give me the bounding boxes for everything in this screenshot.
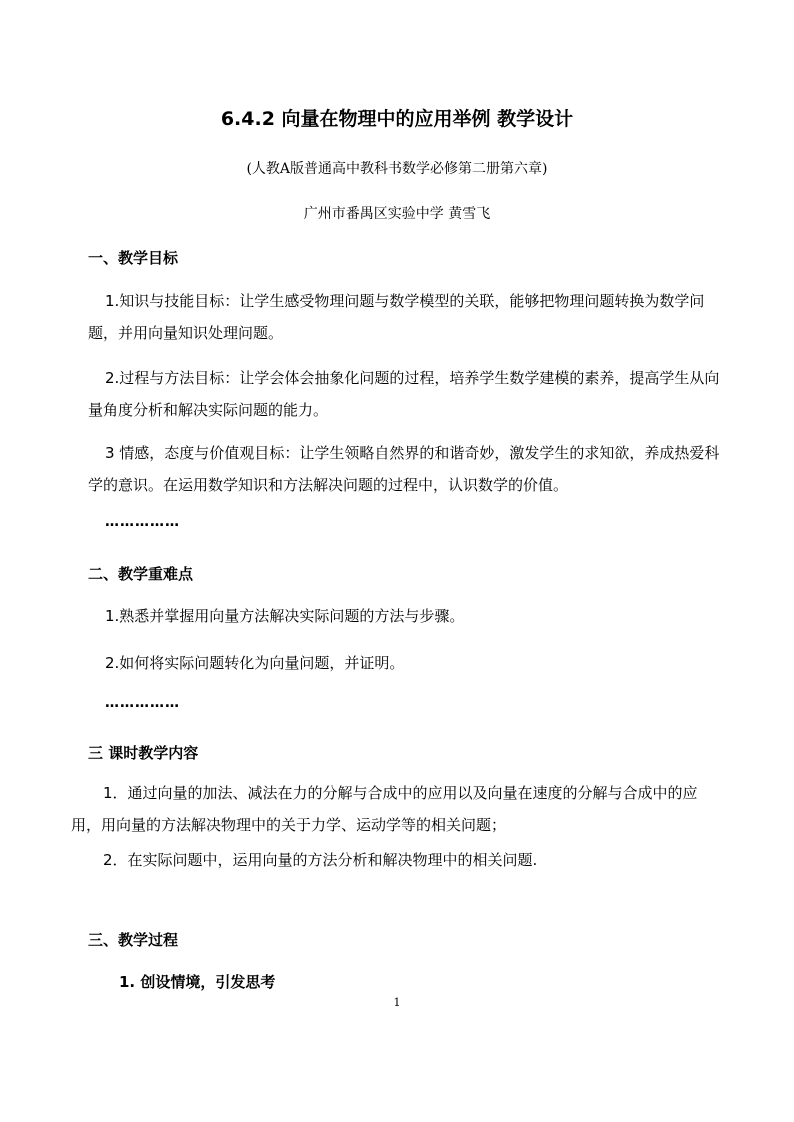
objectives-ellipsis: …………… bbox=[105, 514, 180, 530]
content-item-2: 2．在实际问题中，运用向量的方法分析和解决物理中的相关问题. bbox=[103, 851, 538, 869]
content-item-1: 1．通过向量的加法、减法在力的分解与合成中的应用以及向量在速度的分解与合成中的应用，用向量的方法解决物理中的关于力学、运动学等的相关问题； bbox=[71, 784, 698, 834]
section-heading-process: 三、教学过程 bbox=[88, 931, 179, 949]
section-heading-keypoints: 二、教学重难点 bbox=[88, 565, 194, 583]
keypoint-item-2: 2.如何将实际问题转化为向量问题，并证明。 bbox=[105, 654, 405, 672]
objective-item-1: 1.知识与技能目标：让学生感受物理问题与数学模型的关联，能够把物理问题转换为数学问题，并用向量知识处理问题。 bbox=[88, 292, 705, 342]
keypoints-ellipsis: …………… bbox=[105, 695, 180, 711]
page-number: 1 bbox=[393, 996, 401, 1009]
document-title: 6.4.2 向量在物理中的应用举例 教学设计 bbox=[220, 108, 574, 130]
section-heading-objectives: 一、教学目标 bbox=[88, 249, 179, 267]
objective-item-2: 2.过程与方法目标：让学会体会抽象化问题的过程，培养学生数学建模的素养，提高学生从向量角度分析和解决实际问题的能力。 bbox=[88, 369, 720, 419]
document-author: 广州市番禺区实验中学 黄雪飞 bbox=[303, 206, 491, 222]
keypoint-item-1: 1.熟悉并掌握用向量方法解决实际问题的方法与步骤。 bbox=[105, 607, 465, 625]
document-subtitle: (人教A版普通高中教科书数学必修第二册第六章) bbox=[246, 161, 548, 177]
section-subheading-situation: 1. 创设情境，引发思考 bbox=[119, 973, 276, 991]
objective-item-3: 3 情感，态度与价值观目标：让学生领略自然界的和谐奇妙，激发学生的求知欲，养成热爱科学的意识。在运用数学知识和方法解决问题的过程中，认识数学的价值。 bbox=[88, 444, 720, 494]
section-heading-content: 三 课时教学内容 bbox=[88, 744, 199, 762]
